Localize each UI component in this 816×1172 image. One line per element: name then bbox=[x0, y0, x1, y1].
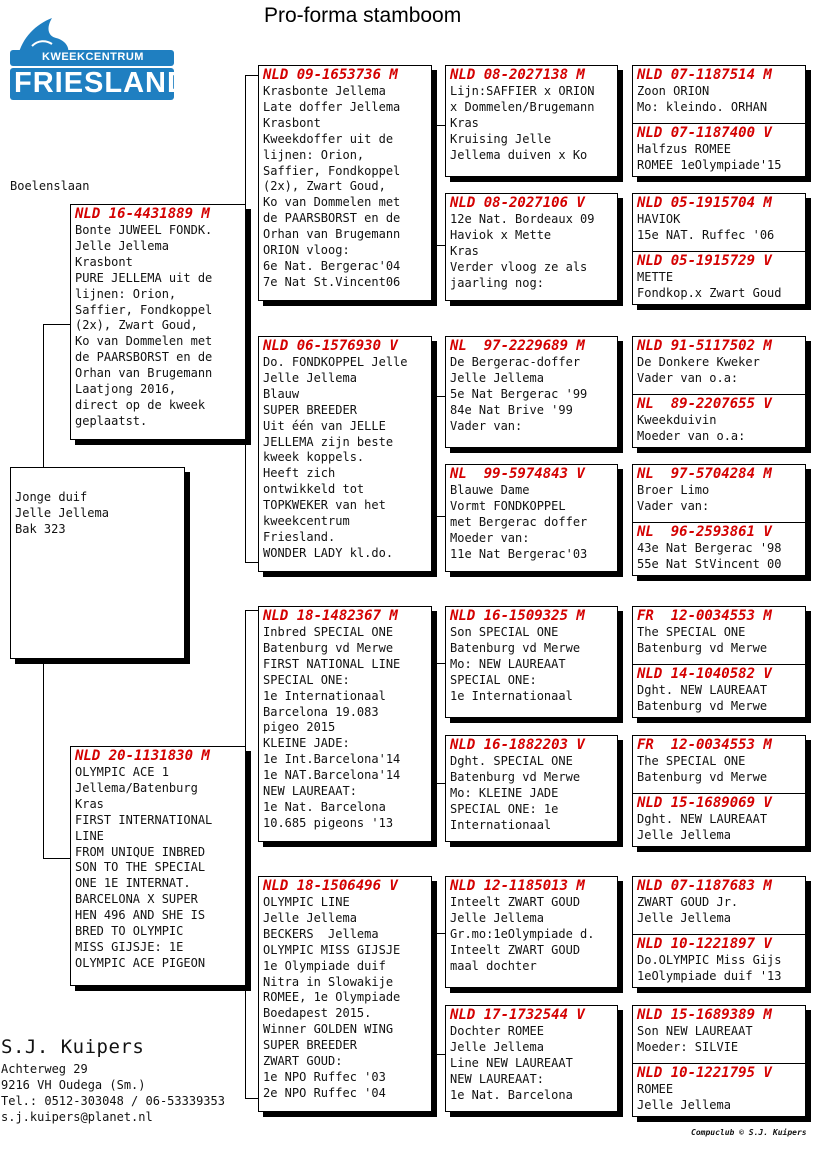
ring-number: NLD 20-1131830 M bbox=[75, 748, 210, 764]
pigeon-line: 1e NPO Ruffec '03 bbox=[263, 1069, 386, 1084]
connector-line bbox=[434, 516, 445, 517]
pigeon-line: 12e Nat. Bordeaux 09 bbox=[450, 212, 595, 226]
pigeon-line: pigeo 2015 bbox=[263, 720, 336, 735]
pigeon-line: 6e Nat. Bergerac'04 bbox=[263, 258, 401, 273]
pigeon-line: Broer Limo bbox=[637, 483, 710, 497]
ring-number: NLD 05-1915729 V bbox=[637, 253, 772, 269]
pigeon-card-great-grandparent bbox=[445, 336, 618, 448]
ring-number: NLD 10-1221897 V bbox=[637, 936, 772, 952]
pigeon-card-great-great-grandparent bbox=[633, 395, 805, 446]
pigeon-line: Dght. NEW LAUREAAT bbox=[637, 812, 768, 826]
pigeon-line: ROMEE, 1e Olympiade bbox=[263, 990, 401, 1005]
pigeon-card-great-grandparent bbox=[445, 464, 618, 572]
pigeon-line: FROM UNIQUE INBRED bbox=[75, 844, 206, 859]
pigeon-line: PURE JELLEMA uit de bbox=[75, 270, 213, 285]
ring-number: FR 12-0034553 M bbox=[637, 608, 772, 624]
pigeon-line: Batenburg vd Merwe bbox=[637, 640, 768, 655]
pigeon-card-grandparent bbox=[258, 606, 432, 842]
page-title: Pro-forma stamboom bbox=[264, 4, 462, 27]
pigeon-card-great-great-grandparent bbox=[633, 1064, 805, 1115]
pigeon-line: Line NEW LAUREAAT bbox=[450, 1055, 573, 1070]
pigeon-line: Vader van: bbox=[637, 498, 710, 513]
connector-line bbox=[434, 1054, 445, 1055]
pigeon-line: 1e Olympiade duif bbox=[263, 958, 386, 973]
pigeon-card-great-great-grandparent bbox=[633, 465, 805, 523]
pigeon-line: Kruising Jelle bbox=[450, 131, 552, 146]
pigeon-line: Mo: kleindo. ORHAN bbox=[637, 99, 768, 114]
pigeon-line: Batenburg vd Merwe bbox=[450, 769, 581, 784]
pigeon-line: Mo: NEW LAUREAAT bbox=[450, 656, 566, 671]
pigeon-line: Jelle Jellema bbox=[450, 1039, 544, 1054]
pigeon-card-great-great-grandparent bbox=[633, 736, 805, 794]
connector-line bbox=[434, 933, 445, 934]
pigeon-line: 1e Nat. Barcelona bbox=[450, 1087, 573, 1102]
pigeon-line: Moeder: SILVIE bbox=[637, 1039, 739, 1054]
owner-phone: Tel.: 0512-303048 / 06-53339353 bbox=[1, 1094, 225, 1108]
pigeon-card-grandparent bbox=[258, 65, 432, 301]
pigeon-line: Blauwe Dame bbox=[450, 483, 530, 497]
pigeon-line: lijnen: Orion, bbox=[263, 147, 365, 162]
subject-line: Jelle Jellema bbox=[15, 505, 109, 520]
pigeon-line: Kweekduivin bbox=[637, 413, 717, 427]
pigeon-line: Halfzus ROMEE bbox=[637, 142, 731, 156]
pigeon-line: 1e Internationaal bbox=[263, 688, 386, 703]
pigeon-card-great-great-grandparent bbox=[633, 66, 805, 124]
pigeon-line: WONDER LADY kl.do. bbox=[263, 545, 394, 560]
connector-line bbox=[434, 663, 435, 783]
ring-number: NLD 10-1221795 V bbox=[637, 1065, 772, 1081]
pigeon-line: Internationaal bbox=[450, 817, 552, 832]
pigeon-line: ONE 1E INTERNAT. bbox=[75, 876, 191, 891]
pigeon-line: Jellema/Batenburg bbox=[75, 780, 198, 795]
connector-line bbox=[434, 125, 445, 126]
side-label: Boelenslaan bbox=[10, 179, 90, 193]
pigeon-line: Blauw bbox=[263, 386, 300, 401]
pigeon-line: Jelle Jellema bbox=[637, 910, 731, 925]
pigeon-line: Krasbonte Jellema bbox=[263, 84, 386, 98]
connector-line bbox=[43, 858, 70, 859]
pigeon-line: Dght. SPECIAL ONE bbox=[450, 754, 573, 768]
pigeon-card-great-great-grandparent bbox=[633, 337, 805, 395]
pigeon-pair-card bbox=[632, 876, 806, 988]
logo-top-text: KWEEKCENTRUM bbox=[42, 51, 144, 63]
pigeon-line: BECKERS Jellema bbox=[263, 926, 379, 941]
pigeon-pair-card bbox=[632, 735, 806, 847]
subject-line: Bak 323 bbox=[15, 521, 66, 536]
connector-line bbox=[43, 324, 44, 469]
ring-number: NL 97-5704284 M bbox=[637, 466, 772, 482]
pigeon-card-great-great-grandparent bbox=[633, 935, 805, 986]
pigeon-line: Bonte JUWEEL FONDK. bbox=[75, 223, 213, 237]
pigeon-line: Uit één van JELLE bbox=[263, 418, 386, 433]
pigeon-line: Ko van Dommelen met bbox=[75, 334, 213, 349]
owner-name: S.J. Kuipers bbox=[1, 1036, 145, 1058]
pigeon-line: Barcelona 19.083 bbox=[263, 704, 379, 719]
owner-city: 9216 VH Oudega (Sm.) bbox=[1, 1078, 146, 1092]
ring-number: NLD 09-1653736 M bbox=[263, 67, 398, 83]
pigeon-pair-card bbox=[632, 65, 806, 177]
pigeon-card-great-grandparent bbox=[445, 1005, 618, 1112]
ring-number: FR 12-0034553 M bbox=[637, 737, 772, 753]
ring-number: NLD 06-1576930 V bbox=[263, 338, 398, 354]
pigeon-line: MISS GIJSJE: 1E bbox=[75, 939, 184, 954]
pigeon-card-great-great-grandparent bbox=[633, 665, 805, 716]
pigeon-line: Orhan van Brugemann bbox=[75, 366, 213, 381]
ring-number: NLD 14-1040582 V bbox=[637, 666, 772, 682]
pigeon-line: Kras bbox=[75, 796, 104, 811]
pigeon-line: ROMEE 1eOlympiade'15 bbox=[637, 157, 782, 172]
ring-number: NLD 07-1187400 V bbox=[637, 125, 772, 141]
ring-number: NL 99-5974843 V bbox=[450, 466, 585, 482]
pigeon-line: de PAARSBORST en de bbox=[75, 350, 213, 365]
pigeon-line: Batenburg vd Merwe bbox=[637, 698, 768, 713]
pigeon-line: NEW LAUREAAT: bbox=[263, 784, 357, 799]
pigeon-line: SON TO THE SPECIAL bbox=[75, 860, 206, 875]
pigeon-line: Boedapest 2015. bbox=[263, 1006, 372, 1021]
pigeon-line: OLYMPIC LINE bbox=[263, 895, 350, 909]
pigeon-line: Moeder van: bbox=[450, 530, 530, 545]
pigeon-line: 1eOlympiade duif '13 bbox=[637, 968, 782, 983]
pigeon-line: Vader van o.a: bbox=[637, 370, 739, 385]
pigeon-card-great-grandparent bbox=[445, 735, 618, 842]
ring-number: NLD 16-4431889 M bbox=[75, 206, 210, 222]
pigeon-line: geplaatst. bbox=[75, 413, 148, 428]
pigeon-card-great-great-grandparent bbox=[633, 194, 805, 252]
ring-number: NLD 08-2027106 V bbox=[450, 195, 585, 211]
pigeon-pair-card bbox=[632, 336, 806, 448]
pigeon-line: ORION vloog: bbox=[263, 243, 350, 258]
pigeon-line: BARCELONA X SUPER bbox=[75, 892, 198, 907]
pigeon-pair-card bbox=[632, 464, 806, 576]
pigeon-card-great-grandparent bbox=[445, 606, 618, 718]
ring-number: NLD 18-1482367 M bbox=[263, 608, 398, 624]
pigeon-card-great-great-grandparent bbox=[633, 794, 805, 845]
pigeon-line: Inteelt ZWART GOUD bbox=[450, 895, 581, 909]
ring-number: NLD 05-1915704 M bbox=[637, 195, 772, 211]
pigeon-card-grandparent bbox=[258, 876, 432, 1112]
pigeon-line: direct op de kweek bbox=[75, 397, 206, 412]
connector-line bbox=[434, 663, 445, 664]
pigeon-line: 10.685 pigeons '13 bbox=[263, 815, 394, 830]
pigeon-line: Vader van: bbox=[450, 418, 523, 433]
pigeon-line: SPECIAL ONE: bbox=[450, 672, 537, 687]
pigeon-line: Haviok x Mette bbox=[450, 227, 552, 242]
pigeon-line: 84e Nat Brive '99 bbox=[450, 402, 573, 417]
pigeon-line: 43e Nat Bergerac '98 bbox=[637, 541, 782, 555]
pigeon-line: Saffier, Fondkoppel bbox=[263, 163, 401, 178]
pigeon-line: Friesland. bbox=[263, 529, 336, 544]
ring-number: NL 97-2229689 M bbox=[450, 338, 585, 354]
pigeon-card-grandparent bbox=[258, 336, 432, 572]
pigeon-line: Nitra in Slowakije bbox=[263, 974, 394, 989]
pigeon-line: kweekcentrum bbox=[263, 514, 350, 529]
pigeon-line: Krasbont bbox=[75, 254, 133, 269]
pigeon-line: Lijn:SAFFIER x ORION bbox=[450, 84, 595, 98]
pigeon-line: Jelle Jellema bbox=[450, 370, 544, 385]
pigeon-line: Vormt FONDKOPPEL bbox=[450, 498, 566, 513]
pigeon-line: Jelle Jellema bbox=[75, 238, 169, 253]
ring-number: NLD 15-1689069 V bbox=[637, 795, 772, 811]
owner-email: s.j.kuipers@planet.nl bbox=[1, 1110, 153, 1124]
owner-address: Achterweg 29 bbox=[1, 1062, 88, 1076]
pigeon-line: Dochter ROMEE bbox=[450, 1024, 544, 1038]
pigeon-line: 1e Int.Barcelona'14 bbox=[263, 752, 401, 767]
pigeon-line: Winner GOLDEN WING bbox=[263, 1022, 394, 1037]
subject-card bbox=[10, 467, 185, 659]
pigeon-line: Jelle Jellema bbox=[263, 910, 357, 925]
pigeon-line: OLYMPIC MISS GIJSJE bbox=[263, 942, 401, 957]
pigeon-line: Verder vloog ze als bbox=[450, 259, 588, 274]
pigeon-line: Zoon ORION bbox=[637, 84, 710, 98]
pigeon-line: TOPKWEKER van het bbox=[263, 498, 386, 513]
pigeon-line: Jelle Jellema bbox=[637, 1097, 731, 1112]
pigeon-line: x Dommelen/Brugemann bbox=[450, 99, 595, 114]
pigeon-line: FIRST INTERNATIONAL bbox=[75, 812, 213, 827]
ring-number: NL 96-2593861 V bbox=[637, 524, 772, 540]
connector-line bbox=[434, 396, 445, 397]
pigeon-line: ZWART GOUD Jr. bbox=[637, 895, 739, 909]
pigeon-line: FIRST NATIONAL LINE bbox=[263, 656, 401, 671]
pigeon-card-great-great-grandparent bbox=[633, 607, 805, 665]
connector-line bbox=[43, 324, 70, 325]
pigeon-line: Mo: KLEINE JADE bbox=[450, 785, 559, 800]
pigeon-line: LINE bbox=[75, 828, 104, 843]
ring-number: NLD 15-1689389 M bbox=[637, 1007, 772, 1023]
pigeon-line: 2e NPO Ruffec '04 bbox=[263, 1085, 386, 1100]
pigeon-line: The SPECIAL ONE bbox=[637, 754, 746, 768]
connector-line bbox=[245, 75, 258, 76]
pigeon-line: 1e Nat. Barcelona bbox=[263, 799, 386, 814]
pigeon-line: met Bergerac doffer bbox=[450, 514, 588, 529]
pigeon-line: Do. FONDKOPPEL Jelle bbox=[263, 355, 408, 369]
pigeon-line: JELLEMA zijn beste bbox=[263, 434, 394, 449]
connector-line bbox=[245, 562, 258, 563]
pigeon-line: SUPER BREEDER bbox=[263, 402, 357, 417]
subject-line: Jonge duif bbox=[15, 490, 88, 504]
pigeon-line: de PAARSBORST en de bbox=[263, 211, 401, 226]
pigeon-line: Do.OLYMPIC Miss Gijs bbox=[637, 953, 782, 967]
pigeon-line: Kras bbox=[450, 115, 479, 130]
pigeon-line: ontwikkeld tot bbox=[263, 482, 365, 497]
pigeon-line: Inbred SPECIAL ONE bbox=[263, 625, 394, 639]
pigeon-line: HAVIOK bbox=[637, 212, 681, 226]
ring-number: NLD 91-5117502 M bbox=[637, 338, 772, 354]
pigeon-line: ROMEE bbox=[637, 1082, 674, 1096]
ring-number: NLD 08-2027138 M bbox=[450, 67, 585, 83]
pigeon-pair-card bbox=[632, 1005, 806, 1117]
pigeon-line: Gr.mo:1eOlympiade d. bbox=[450, 926, 595, 941]
pigeon-line: 11e Nat Bergerac'03 bbox=[450, 546, 588, 561]
pigeon-line: NEW LAUREAAT: bbox=[450, 1071, 544, 1086]
pigeon-line: Heeft zich bbox=[263, 466, 336, 481]
pigeon-card-great-great-grandparent bbox=[633, 1006, 805, 1064]
pigeon-line: The SPECIAL ONE bbox=[637, 625, 746, 639]
pigeon-line: 1e Internationaal bbox=[450, 688, 573, 703]
pigeon-line: 15e NAT. Ruffec '06 bbox=[637, 227, 775, 242]
pigeon-line: Jellema duiven x Ko bbox=[450, 147, 588, 162]
pigeon-line: Son NEW LAUREAAT bbox=[637, 1024, 753, 1038]
ring-number: NLD 16-1509325 M bbox=[450, 608, 585, 624]
pigeon-line: SPECIAL ONE: 1e bbox=[450, 801, 559, 816]
connector-line bbox=[434, 245, 445, 246]
ring-number: NLD 12-1185013 M bbox=[450, 878, 585, 894]
pigeon-line: Kras bbox=[450, 243, 479, 258]
pigeon-line: jaarling nog: bbox=[450, 275, 544, 290]
pigeon-card-mother bbox=[70, 746, 246, 986]
connector-line bbox=[434, 396, 435, 516]
pigeon-line: METTE bbox=[637, 270, 674, 284]
pigeon-line: Batenburg vd Merwe bbox=[637, 769, 768, 784]
pigeon-card-great-grandparent bbox=[445, 65, 618, 177]
pigeon-line: Batenburg vd Merwe bbox=[450, 640, 581, 655]
logo-main-text: FRIESLAND bbox=[14, 67, 189, 99]
pigeon-line: lijnen: Orion, bbox=[75, 286, 177, 301]
pigeon-card-great-grandparent bbox=[445, 193, 618, 301]
pigeon-line: Saffier, Fondkoppel bbox=[75, 302, 213, 317]
ring-number: NL 89-2207655 V bbox=[637, 396, 772, 412]
connector-line bbox=[434, 933, 435, 1054]
pigeon-line: (2x), Zwart Goud, bbox=[263, 179, 386, 194]
ring-number: NLD 07-1187683 M bbox=[637, 878, 772, 894]
connector-line bbox=[434, 125, 435, 245]
ring-number: NLD 18-1506496 V bbox=[263, 878, 398, 894]
pigeon-card-great-great-grandparent bbox=[633, 124, 805, 175]
pigeon-card-father bbox=[70, 204, 246, 440]
connector-line bbox=[434, 783, 445, 784]
pigeon-line: ZWART GOUD: bbox=[263, 1054, 343, 1069]
pigeon-line: De Donkere Kweker bbox=[637, 355, 760, 369]
pigeon-line: maal dochter bbox=[450, 958, 537, 973]
pigeon-line: BRED TO OLYMPIC bbox=[75, 924, 184, 939]
pigeon-line: Fondkop.x Zwart Goud bbox=[637, 285, 782, 300]
pigeon-line: Kweekdoffer uit de bbox=[263, 131, 394, 146]
connector-line bbox=[245, 610, 258, 611]
connector-line bbox=[245, 1098, 258, 1099]
ring-number: NLD 07-1187514 M bbox=[637, 67, 772, 83]
pigeon-line: SUPER BREEDER bbox=[263, 1038, 357, 1053]
ring-number: NLD 17-1732544 V bbox=[450, 1007, 585, 1023]
pigeon-line: SPECIAL ONE: bbox=[263, 672, 350, 687]
pigeon-pair-card bbox=[632, 606, 806, 718]
pigeon-line: Batenburg vd Merwe bbox=[263, 640, 394, 655]
kweekcentrum-logo bbox=[10, 16, 189, 102]
pigeon-line: Dght. NEW LAUREAAT bbox=[637, 683, 768, 697]
pigeon-line: Jelle Jellema bbox=[637, 827, 731, 842]
pigeon-line: Krasbont bbox=[263, 115, 321, 130]
pigeon-pair-card bbox=[632, 193, 806, 305]
pigeon-card-great-great-grandparent bbox=[633, 523, 805, 574]
pigeon-line: Son SPECIAL ONE bbox=[450, 625, 559, 639]
pigeon-line: Inteelt ZWART GOUD bbox=[450, 942, 581, 957]
pigeon-line: Laatjong 2016, bbox=[75, 382, 177, 397]
pigeon-line: (2x), Zwart Goud, bbox=[75, 318, 198, 333]
pigeon-card-great-great-grandparent bbox=[633, 877, 805, 935]
pigeon-line: 7e Nat St.Vincent06 bbox=[263, 274, 401, 289]
ring-number: NLD 16-1882203 V bbox=[450, 737, 585, 753]
pigeon-line: De Bergerac-doffer bbox=[450, 355, 581, 369]
pigeon-line: 1e NAT.Barcelona'14 bbox=[263, 768, 401, 783]
pigeon-line: HEN 496 AND SHE IS bbox=[75, 908, 206, 923]
pigeon-line: Jelle Jellema bbox=[263, 370, 357, 385]
pigeon-card-great-grandparent bbox=[445, 876, 618, 988]
pigeon-line: KLEINE JADE: bbox=[263, 736, 350, 751]
pigeon-line: Jelle Jellema bbox=[450, 910, 544, 925]
pigeon-line: Late doffer Jellema bbox=[263, 99, 401, 114]
pigeon-line: OLYMPIC ACE 1 bbox=[75, 765, 169, 779]
pigeon-line: Orhan van Brugemann bbox=[263, 227, 401, 242]
pigeon-line: kweek koppels. bbox=[263, 450, 365, 465]
pigeon-line: Moeder van o.a: bbox=[637, 428, 746, 443]
pigeon-line: 55e Nat StVincent 00 bbox=[637, 556, 782, 571]
pigeon-card-great-great-grandparent bbox=[633, 252, 805, 303]
pigeon-line: OLYMPIC ACE PIGEON bbox=[75, 955, 206, 970]
pigeon-line: Ko van Dommelen met bbox=[263, 195, 401, 210]
pigeon-line: 5e Nat Bergerac '99 bbox=[450, 386, 588, 401]
footer-credit: Compuclub © S.J. Kuipers bbox=[691, 1128, 807, 1137]
